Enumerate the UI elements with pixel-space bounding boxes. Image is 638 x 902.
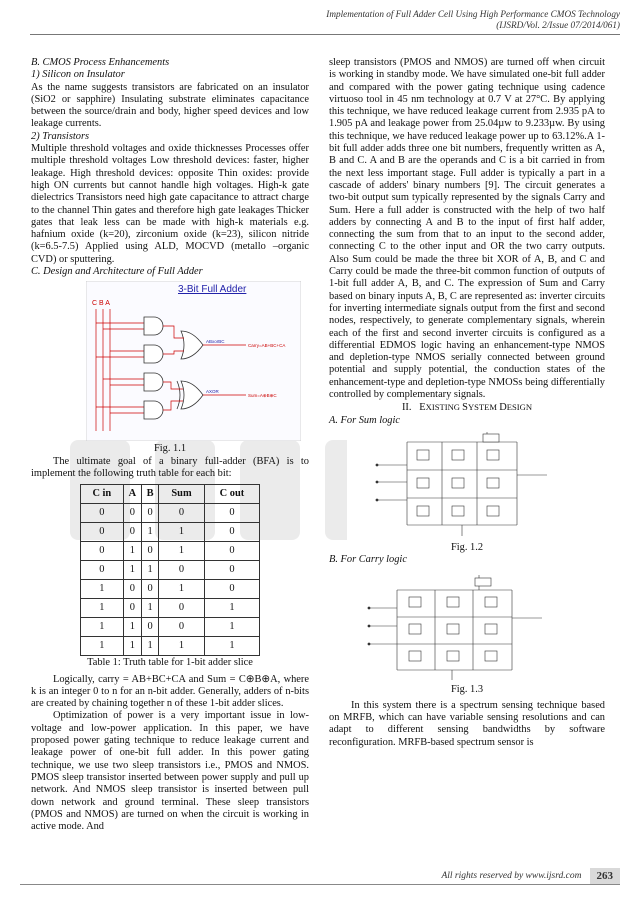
truth-table-body [81,504,260,656]
paragraph-soi: As the name suggests transistors are fabricated on an insulator (SiO2 or sapphire) Insulating substrate eliminates capacitance between the source/drain and body, higher speed devices and low leakage currents. [31,81,309,130]
subsection-soi: 1) Silicon on Insulator [31,69,125,81]
table-cell: 1 [204,637,259,656]
table-cell: 0 [204,504,259,523]
table-cell: 1 [81,580,124,599]
table-cell: 1 [159,542,205,561]
table-row [81,523,260,542]
footer-rights: All rights reserved by [441,871,524,881]
table-header: B [142,485,159,504]
subsection-transistors: 2) Transistors [31,130,90,142]
table-header: A [123,485,141,504]
running-header [326,9,620,31]
figure-inputs-label: C B A [92,300,110,308]
table-cell: 1 [142,523,159,542]
table-cell: 1 [159,523,205,542]
table-row [81,580,260,599]
table-cell: 0 [123,523,141,542]
figure-title: 3-Bit Full Adder [178,284,247,296]
left-column [31,57,309,833]
table-cell: 0 [81,523,124,542]
table-row [81,542,260,561]
figure-1-2 [347,430,557,540]
svg-text:ABxorBC: ABxorBC [206,339,225,345]
table-cell: 0 [142,504,159,523]
paragraph-bfa: The ultimate goal of a binary full-adder (BFA) is to implement the following truth table for each bit: [31,455,309,479]
table-header: C out [204,485,259,504]
paragraph-transistors: Multiple threshold voltages and oxide thicknesses Processes offer multiple threshold voltages Low threshold devices: faster, higher leakage. High threshold devices: opposite Thin oxides: provide high ON currents but cannot handle high voltages. High-k gate dielectrics Transistors need high gate capacitance to attract charge to the channel Thin gates and therefore high gate leakages Thicker gates that leak less can be made with high-k materials e.g. hafnium oxide (k=20), zirconium oxide (k=23), silicon nitride (k=6.5-7.5) Applied using ALD, MOCVD (metallo –organic CVD) or sputtering. [31,143,309,265]
table-cell: 0 [142,542,159,561]
paragraph-power: Optimization of power is a very important issue in low-voltage and low-power application. In this paper, we have proposed power gating technique to reduce leakage current and leakage power of one-bit full adder. In this power gating technique, we use two sleep transistors i.e., PMOS and NMOS. PMOS sleep transistor inserted between power supply and pull up network. And NMOS sleep transistor is inserted between pull down network and ground terminal. These sleep transistors (PMOS and NMOS) are turned on when the circuit is working in active mode. And [31,710,309,833]
table-cell: 1 [142,599,159,618]
figure-1-1-caption: Fig. 1.1 [153,443,187,455]
table-cell: 1 [204,618,259,637]
table-header: C in [81,485,124,504]
table-cell: 0 [159,504,205,523]
table-cell: 1 [159,637,205,656]
table-cell: 0 [123,504,141,523]
truth-table-header-row [81,485,260,504]
table-cell: 0 [142,580,159,599]
header-issue: (IJSRD/Vol. 2/Issue 07/2014/061) [496,20,620,30]
table-cell: 0 [204,561,259,580]
subsection-sum-logic: A. For Sum logic [329,414,400,426]
table-row [81,561,260,580]
header-rule [30,34,620,35]
section-b-heading: B. CMOS Process Enhancements [31,57,170,68]
table-cell: 1 [123,618,141,637]
table-cell: 1 [159,580,205,599]
carry-logic-schematic [347,570,557,682]
table-row [81,504,260,523]
table-cell: 0 [204,580,259,599]
table-cell: 0 [159,599,205,618]
section-2-heading: II. EXISTING SYSTEM DESIGN [401,402,533,414]
section-c-heading: C. Design and Architecture of Full Adder [31,266,203,278]
page-number: 263 [590,868,621,884]
footer-site-link[interactable]: www.ijsrd.com [525,871,582,881]
subsection-carry-logic: B. For Carry logic [329,554,407,566]
table-cell: 0 [159,618,205,637]
table-cell: 0 [81,561,124,580]
sum-output-label: Sum=A⊕B⊕C [248,393,277,399]
table-cell: 1 [81,599,124,618]
truth-table [80,484,260,656]
table-cell: 1 [142,561,159,580]
table-cell: 1 [142,637,159,656]
table-row [81,599,260,618]
table-cell: 1 [123,637,141,656]
paragraph-mrfb: In this system there is a spectrum sensing technique based on MRFB, which can have variable sensing resolutions and can adapt to different sensing bandwidths by software reconfiguration. MRFB-based spectrum sensor is [329,699,605,748]
full-adder-schematic [86,281,301,441]
table-cell: 0 [81,542,124,561]
table-cell: 1 [81,618,124,637]
page-footer [441,868,620,884]
table-header: Sum [159,485,205,504]
table-cell: 1 [123,561,141,580]
table-cell: 1 [81,637,124,656]
table-cell: 0 [123,599,141,618]
sum-logic-schematic [347,430,557,540]
table-cell: 0 [123,580,141,599]
figure-1-1 [86,281,301,441]
right-column [329,57,605,749]
table-cell: 0 [142,618,159,637]
header-title: Implementation of Full Adder Cell Using High Performance CMOS Technology [326,9,620,19]
figure-1-3-caption: Fig. 1.3 [450,683,484,695]
figure-1-2-caption: Fig. 1.2 [450,541,484,553]
figure-1-3 [347,570,557,682]
table-cell: 0 [204,542,259,561]
table-cell: 0 [81,504,124,523]
table-1-caption: Table 1: Truth table for 1-bit adder slice [87,657,253,669]
footer-rule [20,884,620,885]
table-cell: 1 [204,599,259,618]
table-cell: 0 [159,561,205,580]
table-cell: 1 [123,542,141,561]
svg-text:AXOR: AXOR [206,389,219,395]
carry-output-label: Carry=AB+BC+CA [248,343,286,349]
table-cell: 0 [204,523,259,542]
paragraph-sleep: sleep transistors (PMOS and NMOS) are turned off when circuit is working in standby mode. We have simulated one-bit full adder and compared with the power gating technique using cadence virtuoso tool in 45 nm technology at 0.7 V at 27°C. By applying this technique, we have reduced leakage current from 2.935 pA to 1.905 pA and leakage power from 25.04µw to 9.233µw. By using this technique, we have reduced leakage power up to 63.12%.A 1-bit full adder adds three one bit numbers, frequently written as A, B and C. A and B are the operands and C is a bit carried in from the next less important stage. Full adder is typically a part in a cascade of adders' binary numbers [9]. The circuit generates a two-bit output sum typically represented by the signals Carry and Sum. Here a full adder is constructed with the help of two half adders by connecting A and B to the input of first half adder, connecting the sum from that to an input to the second adder, connecting C to the other input and OR the two carry outputs. Also Sum could be made the three bit XOR of A, B, and C and Carry could be made the three-bit common function of outputs of 1-bit full adder A, B, and C. The expression of Sum and Carry based on binary inputs A, B, C are represented as: inverter circuits for inverting intermediate signals output from the first and second nodes, respectively, to generate complementary signals, wherein each of the first and second inverter circuits is configured as a differential EDMOS logic having an enhancement-type NMOS and depletion-type NMOS serially connected between ground potential and supply potential, the conduction states of the enhancement-type and depletion-type NMOSs being differentially controlled by complementary signals. [329,57,605,401]
table-row [81,618,260,637]
table-row [81,637,260,656]
paragraph-carry-sum: Logically, carry = AB+BC+CA and Sum = C⊕B⊕A, where k is an integer 0 to n for an n-bit adder. Generally, adders of n-bits are created by chaining together n of these 1-bit adder slices. [31,673,309,710]
